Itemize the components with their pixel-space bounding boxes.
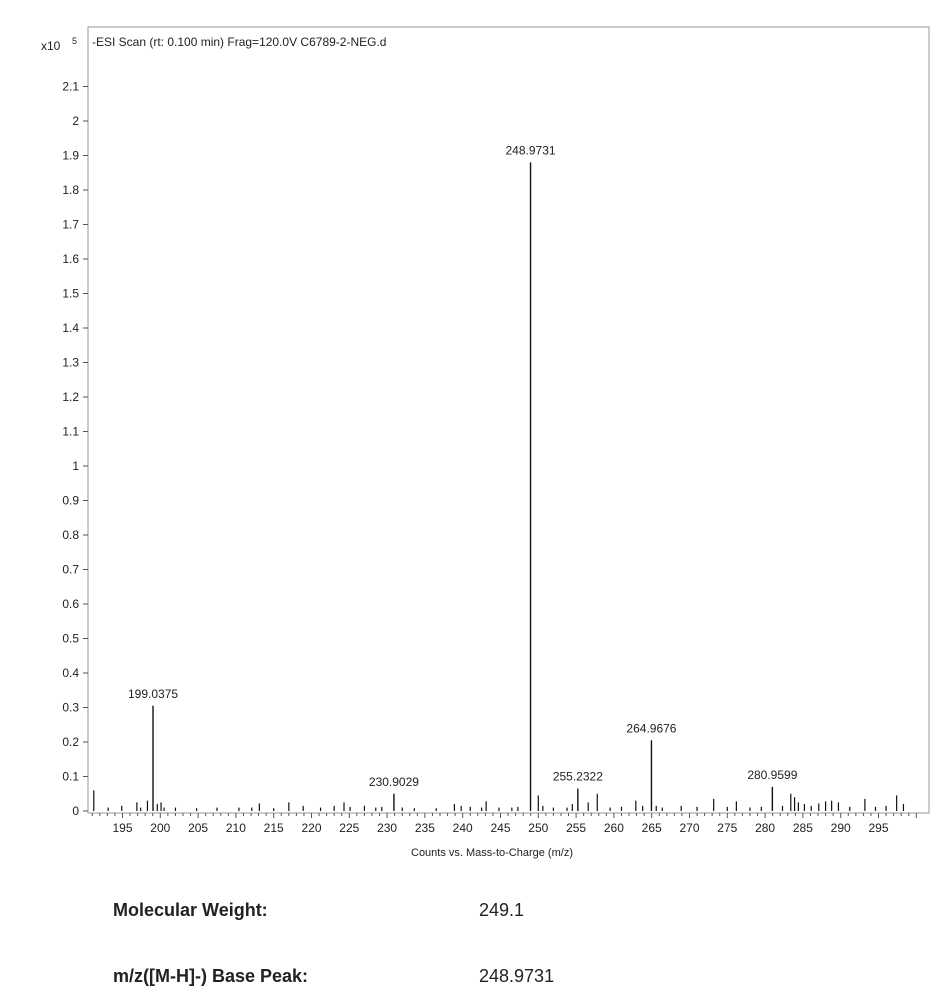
y-tick-label: 0.1 xyxy=(62,769,79,784)
y-tick-label: 0.5 xyxy=(62,631,79,646)
x-tick-label: 220 xyxy=(301,821,322,835)
molecular-weight-value: 249.1 xyxy=(479,900,525,920)
y-tick-label: 1.1 xyxy=(62,424,79,439)
x-tick-label: 260 xyxy=(603,821,624,835)
x-tick-label: 275 xyxy=(717,821,738,835)
x-tick-label: 195 xyxy=(112,821,133,835)
molecular-weight-label: Molecular Weight: xyxy=(113,900,268,920)
y-axis xyxy=(62,80,88,819)
base-peak-row xyxy=(113,966,554,987)
chart-title: -ESI Scan (rt: 0.100 min) Frag=120.0V C6789-2-NEG.d xyxy=(92,35,387,49)
x-tick-label: 285 xyxy=(792,821,813,835)
x-tick-label: 210 xyxy=(225,821,246,835)
y-tick-label: 0.3 xyxy=(62,700,79,715)
y-tick-label: 0.2 xyxy=(62,735,79,749)
x-tick-label: 205 xyxy=(188,821,209,835)
peak-label: 280.9599 xyxy=(747,767,798,782)
y-tick-label: 1.9 xyxy=(62,148,79,163)
y-tick-label: 1.8 xyxy=(62,183,79,197)
y-tick-label: 1 xyxy=(72,459,79,473)
x-tick-label: 250 xyxy=(528,821,549,835)
x-tick-label: 280 xyxy=(755,821,776,835)
x-tick-label: 240 xyxy=(452,821,473,835)
y-multiplier-label: x10 xyxy=(41,39,61,53)
x-tick-label: 265 xyxy=(641,821,662,835)
x-tick-label: 230 xyxy=(377,821,398,835)
y-multiplier-exponent: 5 xyxy=(72,36,78,46)
peak-label: 230.9029 xyxy=(368,774,419,789)
y-tick-label: 2.1 xyxy=(62,79,79,94)
x-tick-label: 235 xyxy=(414,821,435,835)
peak-label: 199.0375 xyxy=(127,686,179,701)
y-tick-label: 1.5 xyxy=(62,286,79,301)
y-tick-label: 1.4 xyxy=(62,321,79,335)
y-tick-label: 2 xyxy=(72,114,79,128)
x-tick-label: 200 xyxy=(150,821,171,835)
base-peak-value: 248.9731 xyxy=(479,966,555,986)
x-axis-label: Counts vs. Mass-to-Charge (m/z) xyxy=(411,847,573,859)
y-tick-label: 0.6 xyxy=(62,597,79,611)
y-tick-label: 0.7 xyxy=(62,562,79,577)
x-tick-label: 255 xyxy=(566,821,587,835)
x-tick-label: 290 xyxy=(830,821,851,835)
y-tick-label: 1.2 xyxy=(62,390,79,404)
x-tick-label: 270 xyxy=(679,821,700,835)
x-tick-label: 295 xyxy=(868,821,889,835)
y-tick-label: 1.3 xyxy=(62,355,79,370)
peak-label: 255.2322 xyxy=(552,769,603,784)
x-tick-label: 215 xyxy=(263,821,284,835)
x-tick-label: 225 xyxy=(339,821,360,835)
x-axis xyxy=(92,813,916,835)
y-tick-label: 0 xyxy=(72,804,79,818)
molecular-weight-row xyxy=(113,900,524,921)
y-tick-label: 0.8 xyxy=(62,528,79,542)
base-peak-label: m/z([M-H]-) Base Peak: xyxy=(113,966,309,986)
y-tick-label: 1.6 xyxy=(62,252,79,266)
x-tick-label: 245 xyxy=(490,821,511,835)
peak-label: 264.9676 xyxy=(626,721,677,736)
peak-label: 248.9731 xyxy=(505,143,556,158)
y-tick-label: 0.4 xyxy=(62,666,79,680)
y-tick-label: 1.7 xyxy=(62,217,79,232)
y-tick-label: 0.9 xyxy=(62,493,79,508)
